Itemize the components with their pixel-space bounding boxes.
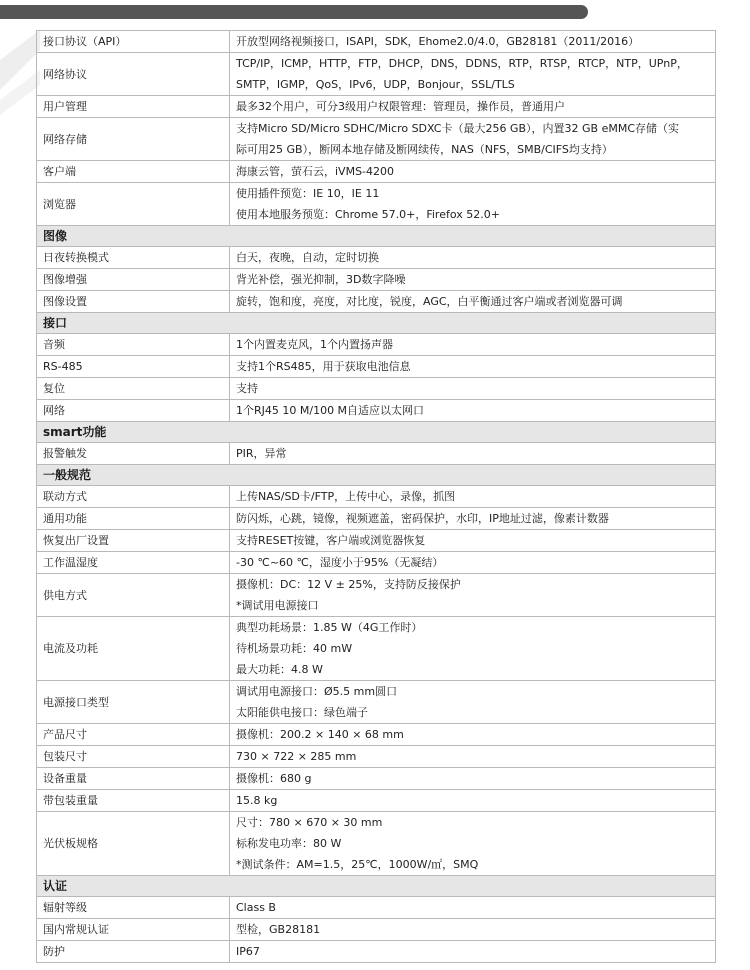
spec-value [230, 247, 716, 269]
spec-row [37, 812, 716, 876]
spec-value-line: 支持Micro SD/Micro SDHC/Micro SDXC卡（最大256 GB），内置32 GB eMMC存储（实 [236, 122, 679, 135]
spec-value-line: PIR，异常 [236, 447, 287, 460]
spec-value-line: 使用本地服务预览：Chrome 57.0+，Firefox 52.0+ [236, 208, 500, 221]
spec-value-line: Class B [236, 901, 276, 914]
spec-row [37, 53, 716, 96]
spec-value-line: IP67 [236, 945, 260, 958]
spec-label: 客户端 [37, 161, 230, 183]
spec-row [37, 530, 716, 552]
spec-row [37, 96, 716, 118]
spec-value [230, 291, 716, 313]
spec-value [230, 356, 716, 378]
spec-value-line: -30 ℃~60 ℃，湿度小于95%（无凝结） [236, 556, 444, 569]
decorative-stripe [0, 30, 40, 150]
spec-value [230, 790, 716, 812]
spec-row [37, 269, 716, 291]
spec-label: 恢复出厂设置 [37, 530, 230, 552]
spec-value-line: 摄像机：DC：12 V ± 25%，支持防反接保护 [236, 578, 461, 591]
section-title: 图像 [37, 226, 716, 247]
spec-value-line: 15.8 kg [236, 794, 278, 807]
spec-label: 复位 [37, 378, 230, 400]
spec-value-line: 开放型网络视频接口，ISAPI，SDK，Ehome2.0/4.0，GB28181（2011/2016） [236, 35, 640, 48]
spec-label: 带包装重量 [37, 790, 230, 812]
spec-row [37, 552, 716, 574]
spec-row [37, 746, 716, 768]
spec-value [230, 681, 716, 724]
spec-label: 日夜转换模式 [37, 247, 230, 269]
spec-row [37, 724, 716, 746]
spec-value [230, 269, 716, 291]
spec-row [37, 443, 716, 465]
spec-label: 设备重量 [37, 768, 230, 790]
spec-value-line: 旋转，饱和度，亮度，对比度，锐度，AGC，白平衡通过客户端或者浏览器可调 [236, 295, 623, 308]
spec-label: 图像设置 [37, 291, 230, 313]
section-title: 一般规范 [37, 465, 716, 486]
spec-value [230, 443, 716, 465]
spec-value-line: 白天，夜晚，自动，定时切换 [236, 251, 379, 264]
spec-label: 网络 [37, 400, 230, 422]
spec-label: 电流及功耗 [37, 617, 230, 681]
spec-row [37, 247, 716, 269]
spec-value-line: 730 × 722 × 285 mm [236, 750, 357, 763]
spec-value [230, 724, 716, 746]
spec-label: 通用功能 [37, 508, 230, 530]
spec-value [230, 400, 716, 422]
section-header [37, 226, 716, 247]
section-header [37, 465, 716, 486]
spec-row [37, 790, 716, 812]
spec-value-line: 海康云管，萤石云，iVMS-4200 [236, 165, 395, 178]
spec-value-line: 背光补偿，强光抑制，3D数字降噪 [236, 273, 406, 286]
spec-row [37, 334, 716, 356]
spec-value [230, 574, 716, 617]
spec-row [37, 356, 716, 378]
spec-value [230, 919, 716, 941]
spec-value [230, 161, 716, 183]
spec-value-line: *测试条件：AM=1.5，25℃，1000W/㎡，SMQ [236, 858, 479, 871]
spec-label: 音频 [37, 334, 230, 356]
spec-row [37, 617, 716, 681]
spec-row [37, 486, 716, 508]
spec-label: 网络协议 [37, 53, 230, 96]
spec-value-line: 典型功耗场景：1.85 W（4G工作时） [236, 621, 423, 634]
spec-label: 浏览器 [37, 183, 230, 226]
spec-row [37, 574, 716, 617]
spec-value [230, 941, 716, 963]
spec-value-line: 上传NAS/SD卡/FTP，上传中心，录像，抓图 [236, 490, 456, 503]
spec-row [37, 183, 716, 226]
spec-value [230, 812, 716, 876]
spec-label: 工作温湿度 [37, 552, 230, 574]
section-title: smart功能 [37, 422, 716, 443]
spec-label: 接口协议（API） [37, 31, 230, 53]
spec-value-line: 最多32个用户，可分3级用户权限管理：管理员，操作员，普通用户 [236, 100, 565, 113]
spec-row [37, 897, 716, 919]
section-header [37, 876, 716, 897]
spec-label: 国内常规认证 [37, 919, 230, 941]
spec-value-line: 标称发电功率：80 W [236, 837, 342, 850]
spec-value-line: 尺寸：780 × 670 × 30 mm [236, 816, 383, 829]
spec-value [230, 897, 716, 919]
spec-label: 防护 [37, 941, 230, 963]
spec-label: 用户管理 [37, 96, 230, 118]
spec-value-line: 摄像机：200.2 × 140 × 68 mm [236, 728, 404, 741]
spec-label: 网络存储 [37, 118, 230, 161]
spec-value [230, 31, 716, 53]
spec-value-line: 1个内置麦克风，1个内置扬声器 [236, 338, 393, 351]
spec-label: 包装尺寸 [37, 746, 230, 768]
spec-table [36, 30, 716, 963]
spec-label: 产品尺寸 [37, 724, 230, 746]
spec-label: RS-485 [37, 356, 230, 378]
spec-value-line: 支持1个RS485，用于获取电池信息 [236, 360, 411, 373]
spec-value-line: 防闪烁，心跳，镜像，视频遮盖，密码保护，水印，IP地址过滤，像素计数器 [236, 512, 609, 525]
spec-row [37, 291, 716, 313]
spec-label: 光伏板规格 [37, 812, 230, 876]
spec-value-line: 最大功耗：4.8 W [236, 663, 323, 676]
spec-label: 供电方式 [37, 574, 230, 617]
spec-value [230, 746, 716, 768]
section-header [37, 422, 716, 443]
spec-value [230, 486, 716, 508]
spec-label: 辐射等级 [37, 897, 230, 919]
spec-row [37, 768, 716, 790]
spec-value-line: 际可用25 GB），断网本地存储及断网续传，NAS（NFS，SMB/CIFS均支持） [236, 143, 613, 156]
spec-row [37, 681, 716, 724]
spec-value-line: TCP/IP，ICMP，HTTP，FTP，DHCP，DNS，DDNS，RTP，RTSP，RTCP，NTP，UPnP， [236, 57, 688, 70]
spec-value-line: 摄像机：680 g [236, 772, 312, 785]
spec-row [37, 941, 716, 963]
spec-value-line: 支持 [236, 382, 258, 395]
spec-label: 电源接口类型 [37, 681, 230, 724]
spec-label: 报警触发 [37, 443, 230, 465]
spec-row [37, 400, 716, 422]
spec-value [230, 118, 716, 161]
spec-value-line: SMTP，IGMP，QoS，IPv6，UDP，Bonjour，SSL/TLS [236, 78, 515, 91]
spec-value [230, 508, 716, 530]
spec-row [37, 378, 716, 400]
spec-value-line: 1个RJ45 10 M/100 M自适应以太网口 [236, 404, 425, 417]
spec-row [37, 161, 716, 183]
spec-value-line: 待机场景功耗：40 mW [236, 642, 353, 655]
section-header [37, 313, 716, 334]
spec-row [37, 31, 716, 53]
section-title: 接口 [37, 313, 716, 334]
spec-value [230, 53, 716, 96]
spec-value-line: *调试用电源接口 [236, 599, 319, 612]
spec-value [230, 530, 716, 552]
section-title: 认证 [37, 876, 716, 897]
spec-value-line: 使用插件预览：IE 10，IE 11 [236, 187, 380, 200]
spec-value [230, 96, 716, 118]
spec-value-line: 型检，GB28181 [236, 923, 321, 936]
spec-value-line: 调试用电源接口：Ø5.5 mm圆口 [236, 685, 398, 698]
spec-value [230, 183, 716, 226]
spec-row [37, 118, 716, 161]
header-bar [0, 5, 588, 19]
spec-row [37, 919, 716, 941]
spec-value [230, 552, 716, 574]
spec-value [230, 617, 716, 681]
spec-value [230, 768, 716, 790]
spec-label: 联动方式 [37, 486, 230, 508]
spec-row [37, 508, 716, 530]
spec-label: 图像增强 [37, 269, 230, 291]
spec-value-line: 太阳能供电接口：绿色端子 [236, 706, 368, 719]
spec-value-line: 支持RESET按键，客户端或浏览器恢复 [236, 534, 426, 547]
spec-value [230, 378, 716, 400]
spec-value [230, 334, 716, 356]
